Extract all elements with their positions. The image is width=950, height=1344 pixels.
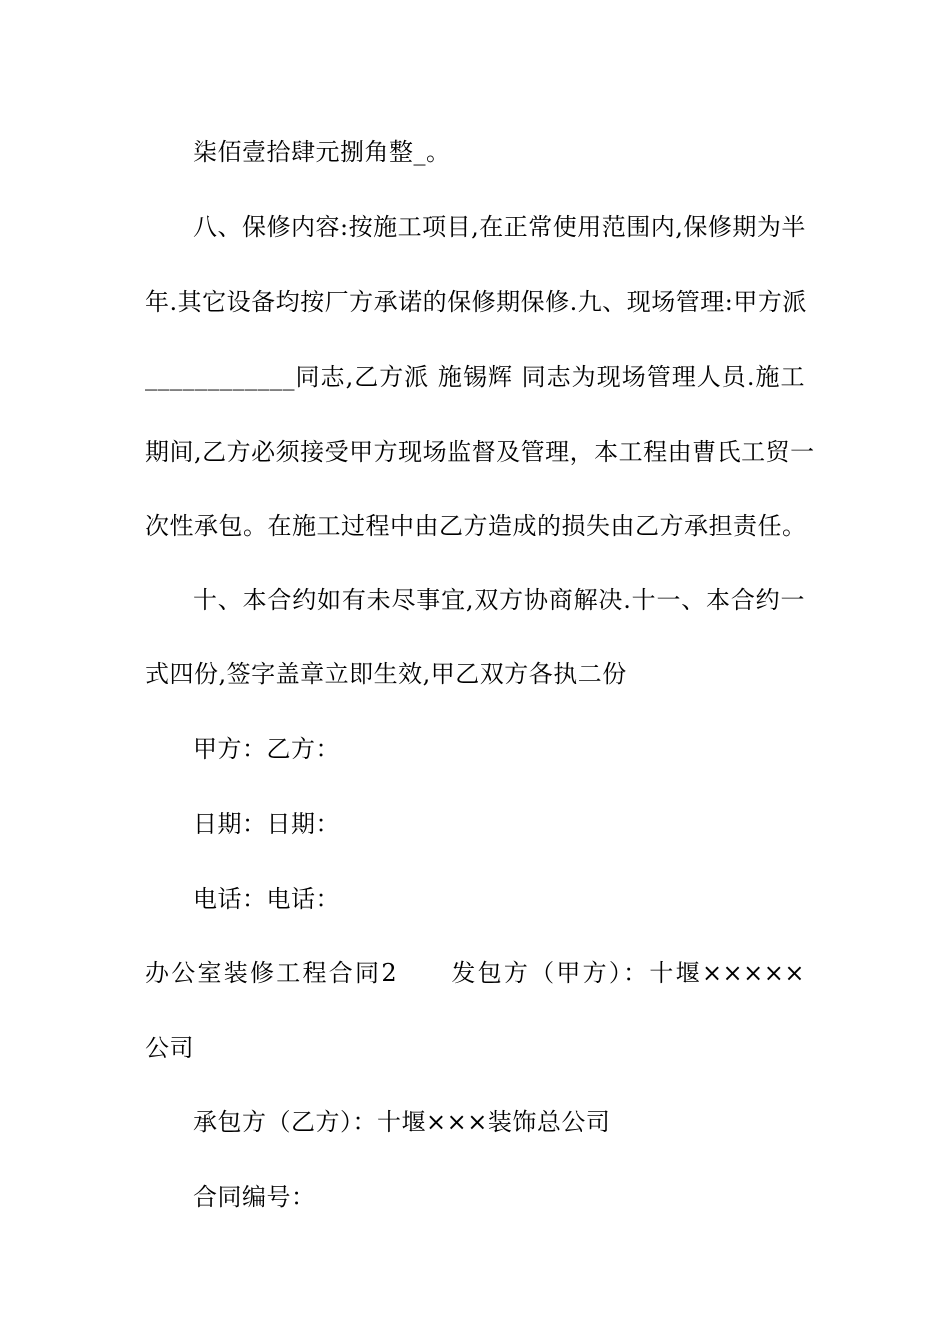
text-line-phones: 电话：电话： [193,885,340,913]
text-line-contractor: 承包方（乙方）：十堰×××装饰总公司 [193,1108,611,1136]
text-line-management-1: ____________同志,乙方派 施锡辉 同志为现场管理人员.施工 [145,363,805,391]
text-line-contract-2-title: 办公室装修工程合同2 发包方（甲方）：十堰××××× [145,959,805,987]
text-line-warranty-1: 八、保修内容:按施工项目,在正常使用范围内,保修期为半 [193,213,806,241]
text-line-management-2: 期间,乙方必须接受甲方现场监督及管理，本工程由曹氏工贸一 [145,438,815,466]
text-line-clause-10: 十、本合约如有未尽事宜,双方协商解决.十一、本合约一 [193,586,805,614]
text-line-company: 公司 [145,1034,194,1062]
text-line-dates: 日期：日期： [193,810,340,838]
text-line-contract-number: 合同编号： [193,1183,316,1211]
text-line-amount: 柒佰壹拾肆元捌角整_。 [193,138,451,166]
text-line-management-3: 次性承包。在施工过程中由乙方造成的损失由乙方承担责任。 [145,512,807,540]
text-line-parties: 甲方：乙方： [193,735,340,763]
text-line-warranty-2: 年.其它设备均按厂方承诺的保修期保修.九、现场管理:甲方派 [145,288,807,316]
text-line-clause-11: 式四份,签字盖章立即生效,甲乙双方各执二份 [145,660,627,688]
